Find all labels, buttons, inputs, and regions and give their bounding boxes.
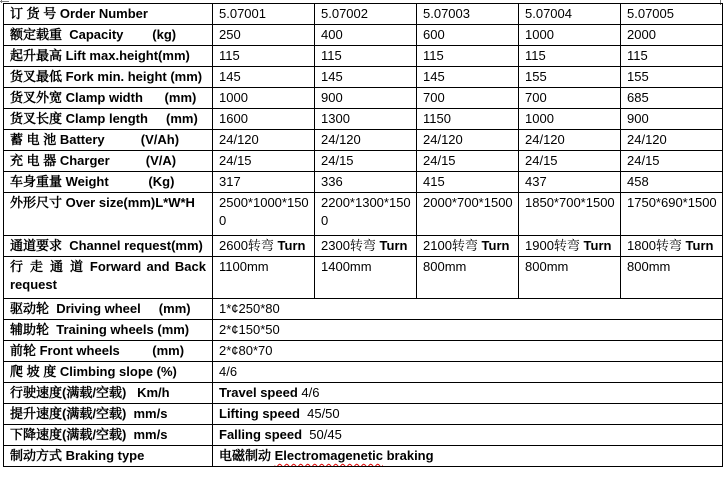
row-lifting-speed	[4, 404, 723, 425]
speed-label: Travel speed	[219, 385, 298, 400]
speed-label: Lifting speed	[219, 406, 300, 421]
value-cell: 1000	[213, 88, 315, 109]
value-cell: 145	[213, 67, 315, 88]
value-cell-merged	[213, 446, 723, 467]
value-cell: 115	[213, 46, 315, 67]
value-cell: 800mm	[621, 257, 723, 299]
row-label: 货叉外宽 Clamp width (mm)	[4, 88, 213, 109]
row-front-wheels	[4, 341, 723, 362]
row-clamp-width	[4, 88, 723, 109]
row-label: 外形尺寸 Over size(mm)L*W*H	[4, 193, 213, 236]
row-label: 额定载重 Capacity (kg)	[4, 25, 213, 46]
value-cell: 1000	[519, 109, 621, 130]
row-lift-max-height	[4, 46, 723, 67]
value-cell: 24/15	[417, 151, 519, 172]
value-cell: 800mm	[417, 257, 519, 299]
value-cell: 415	[417, 172, 519, 193]
speed-value: 45/50	[299, 406, 340, 421]
value-cell: 115	[417, 46, 519, 67]
value-cell: 5.07004	[519, 4, 621, 25]
row-label: 行 走 通 道 Forward and Back request	[4, 257, 213, 299]
row-channel-request	[4, 236, 723, 257]
value-cell: 1750*690*1500	[621, 193, 723, 236]
turn-label: Turn	[379, 238, 408, 253]
value-cell	[315, 236, 417, 257]
value-cell: 1850*700*1500	[519, 193, 621, 236]
value-cell: 145	[417, 67, 519, 88]
row-label: 蓄 电 池 Battery (V/Ah)	[4, 130, 213, 151]
value-cell: 5.07001	[213, 4, 315, 25]
row-order-number	[4, 4, 723, 25]
value-cell: 24/120	[621, 130, 723, 151]
value-cell: 900	[315, 88, 417, 109]
value-cell: 400	[315, 25, 417, 46]
value-cell: 1600	[213, 109, 315, 130]
value-cell: 900	[621, 109, 723, 130]
row-weight	[4, 172, 723, 193]
braking-value-en: braking	[383, 448, 434, 463]
row-label: 起升最高 Lift max.height(mm)	[4, 46, 213, 67]
row-label: 通道要求 Channel request(mm)	[4, 236, 213, 257]
value-cell: 2000*700*1500	[417, 193, 519, 236]
value-cell	[417, 236, 519, 257]
value-cell: 2200*1300*1500	[315, 193, 417, 236]
value-cell: 24/15	[315, 151, 417, 172]
turn-label: Turn	[583, 238, 612, 253]
value-cell: 1100mm	[213, 257, 315, 299]
channel-value: 2100转弯	[423, 238, 482, 253]
value-cell-merged: 1*¢250*80	[213, 299, 723, 320]
value-cell: 155	[621, 67, 723, 88]
value-cell: 24/15	[621, 151, 723, 172]
channel-value: 1800转弯	[627, 238, 686, 253]
value-cell: 437	[519, 172, 621, 193]
row-label: 货叉最低 Fork min. height (mm)	[4, 67, 213, 88]
row-label: 前轮 Front wheels (mm)	[4, 341, 213, 362]
channel-value: 1900转弯	[525, 238, 584, 253]
braking-value-cn: 电磁制动	[219, 448, 275, 463]
value-cell: 700	[519, 88, 621, 109]
value-cell-merged: 2*¢80*70	[213, 341, 723, 362]
value-cell: 2000	[621, 25, 723, 46]
row-label: 下降速度(满载/空载) mm/s	[4, 425, 213, 446]
row-capacity	[4, 25, 723, 46]
row-label: 提升速度(满载/空载) mm/s	[4, 404, 213, 425]
value-cell	[213, 236, 315, 257]
value-cell: 24/120	[315, 130, 417, 151]
value-cell: 600	[417, 25, 519, 46]
value-cell-merged: 4/6	[213, 362, 723, 383]
row-driving-wheel	[4, 299, 723, 320]
row-label: 辅助轮 Training wheels (mm)	[4, 320, 213, 341]
row-label: 车身重量 Weight (Kg)	[4, 172, 213, 193]
value-cell	[519, 236, 621, 257]
turn-label: Turn	[277, 238, 306, 253]
value-cell: 155	[519, 67, 621, 88]
table-handle-artifact	[1, 0, 2, 3]
channel-value: 2600转弯	[219, 238, 278, 253]
value-cell: 1000	[519, 25, 621, 46]
misspelled-word: Electromagenetic	[274, 448, 383, 463]
value-cell: 5.07002	[315, 4, 417, 25]
row-braking-type	[4, 446, 723, 467]
value-cell: 700	[417, 88, 519, 109]
row-over-size	[4, 193, 723, 236]
value-cell-merged: 2*¢150*50	[213, 320, 723, 341]
row-fork-min-height	[4, 67, 723, 88]
row-travel-speed	[4, 383, 723, 404]
row-label: 订 货 号 Order Number	[4, 4, 213, 25]
row-falling-speed	[4, 425, 723, 446]
channel-value: 2300转弯	[321, 238, 380, 253]
speed-value: 50/45	[302, 427, 342, 442]
value-cell	[621, 236, 723, 257]
value-cell: 685	[621, 88, 723, 109]
value-cell: 1300	[315, 109, 417, 130]
row-climbing-slope	[4, 362, 723, 383]
row-label: 货叉长度 Clamp length (mm)	[4, 109, 213, 130]
row-clamp-length	[4, 109, 723, 130]
row-label: 充 电 器 Charger (V/A)	[4, 151, 213, 172]
row-charger	[4, 151, 723, 172]
row-label: 制动方式 Braking type	[4, 446, 213, 467]
turn-label: Turn	[481, 238, 510, 253]
value-cell: 2500*1000*1500	[213, 193, 315, 236]
row-label: 行驶速度(满载/空载) Km/h	[4, 383, 213, 404]
row-label: 驱动轮 Driving wheel (mm)	[4, 299, 213, 320]
value-cell: 115	[519, 46, 621, 67]
value-cell: 24/15	[213, 151, 315, 172]
value-cell: 24/15	[519, 151, 621, 172]
spec-table	[3, 3, 723, 467]
row-battery	[4, 130, 723, 151]
value-cell: 145	[315, 67, 417, 88]
value-cell: 250	[213, 25, 315, 46]
value-cell: 115	[315, 46, 417, 67]
speed-value: 4/6	[297, 385, 320, 400]
value-cell: 336	[315, 172, 417, 193]
row-forward-back-request	[4, 257, 723, 299]
value-cell: 24/120	[519, 130, 621, 151]
row-training-wheels	[4, 320, 723, 341]
value-cell: 317	[213, 172, 315, 193]
value-cell: 1400mm	[315, 257, 417, 299]
value-cell: 24/120	[417, 130, 519, 151]
value-cell-merged	[213, 383, 723, 404]
turn-label: Turn	[685, 238, 714, 253]
value-cell: 5.07003	[417, 4, 519, 25]
value-cell: 5.07005	[621, 4, 723, 25]
value-cell: 800mm	[519, 257, 621, 299]
speed-label: Falling speed	[219, 427, 303, 442]
value-cell: 24/120	[213, 130, 315, 151]
value-cell-merged	[213, 425, 723, 446]
value-cell-merged	[213, 404, 723, 425]
value-cell: 458	[621, 172, 723, 193]
row-label: 爬 坡 度 Climbing slope (%)	[4, 362, 213, 383]
value-cell: 1150	[417, 109, 519, 130]
value-cell: 115	[621, 46, 723, 67]
